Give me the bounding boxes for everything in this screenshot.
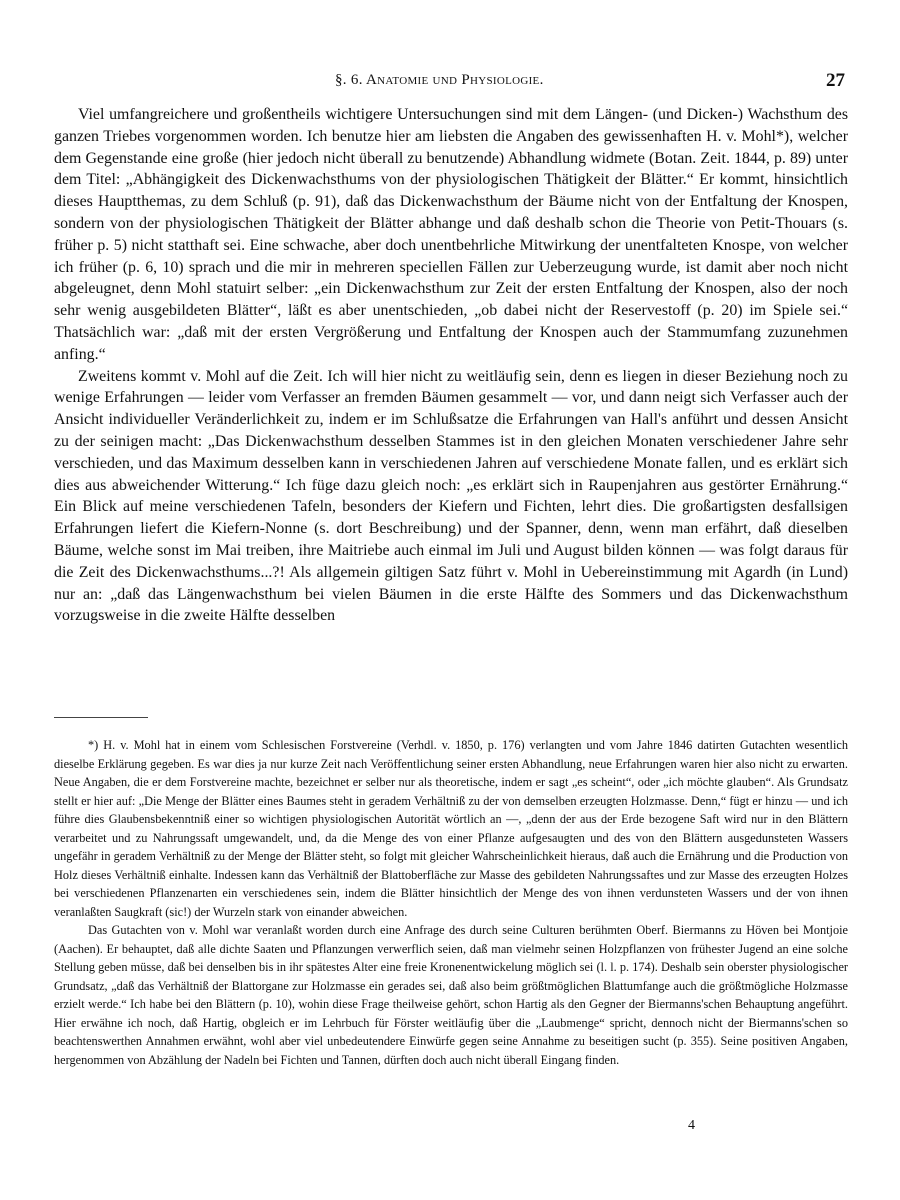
running-head — [0, 72, 900, 94]
paragraph-1: Viel umfangreichere und großentheils wichtigere Untersuchungen sind mit dem Längen- (und Dicken-) Wachsthum des ganzen Triebes vorgenommen worden. Ich benutze hier am liebsten die Angaben des gewissenhaften H. v. Mohl*), welcher dem Gegenstande eine große (hier jedoch nicht überall zu benutzende) Abhandlung widmete (Botan. Zeit. 1844, p. 89) unter dem Titel: „Abhängigkeit des Dickenwachsthums von der physiologischen Thätigkeit der Blätter.“ Er kommt, hinsichtlich dieses Hauptthemas, zu dem Schluß (p. 91), daß das Dickenwachsthum der Bäume nicht von der Entfaltung der Knospen, sondern von der physiologischen Thätigkeit der Blätter abhange und daß deshalb schon die Theorie von Petit-Thouars (s. früher p. 5) nicht statthaft sei. Eine schwache, aber doch unentbehrliche Mitwirkung der unentfalteten Knospe, von welcher ich früher (p. 6, 10) sprach und die mir in mehreren speciellen Fällen zur Ueberzeugung wurde, ist damit aber noch nicht abgeleugnet, denn Mohl statuirt selber: „ein Dickenwachsthum zur Zeit der ersten Entfaltung der Knospen, also der noch sehr wenig ausgebildeten Blätter“, läßt es aber unentschieden, „ob dabei nicht der Reservestoff (p. 20) im Spiele sei.“ Thatsächlich war: „daß mit der ersten Vergrößerung und Entfaltung der Knospen auch der Stammumfang zuzunehmen anfing.“ — [54, 106, 848, 363]
page-number: 27 — [826, 70, 845, 91]
running-head-title: §. 6. Anatomie und Physiologie. — [335, 72, 544, 88]
main-text — [54, 104, 848, 627]
footnotes — [54, 736, 848, 1069]
paragraph-2: Zweitens kommt v. Mohl auf die Zeit. Ich will hier nicht zu weitläufig sein, denn es liegen in dieser Beziehung noch zu wenige Erfahrungen — leider vom Verfasser an fremden Bäumen gesammelt — vor, und dann neigt sich Verfasser auch der Ansicht individueller Veränderlichkeit zu, indem er im Schlußsatze die Erfahrungen van Hall's anführt und dessen Ansicht zu der seinigen macht: „Das Dickenwachsthum desselben Stammes ist in den gleichen Monaten verschiedener Jahre sehr verschieden, und das Maximum desselben kann in verschiedenen Jahren auf verschiedene Monate fallen, und es erklärt sich dies aus abweichender Witterung.“ Ich füge dazu gleich noch: „es erklärt sich in Raupenjahren aus gestörter Ernährung.“ Ein Blick auf meine verschiedenen Tafeln, besonders der Kiefern und Fichten, lehrt dies. Die großartigsten desfallsigen Erfahrungen liefert die Kiefern-Nonne (s. dort Beschreibung) und der Spanner, denn, wenn man erfährt, daß dieselben Bäume, welche sonst im Mai treiben, ihre Maitriebe auch einmal im Juli und August bilden können — was folgt daraus für die Zeit des Dickenwachsthums...?! Als allgemein giltigen Satz führt v. Mohl in Uebereinstimmung mit Agardh (in Lund) nur an: „daß das Längenwachsthum bei vielen Bäumen in die erste Hälfte des Sommers und das Dickenwachsthum vorzugsweise in die zweite Hälfte desselben — [54, 367, 848, 625]
footnote-1: *) H. v. Mohl hat in einem vom Schlesischen Forstvereine (Verhdl. v. 1850, p. 176) verlangten und vom Jahre 1846 datirten Gutachten wesentlich dieselbe Erklärung gegeben. Es war dies ja nur kurze Zeit nach Veröffentlichung seiner ersten Abhandlung, neue Erfahrungen waren hier also nicht zu erwarten. Neue Angaben, die er dem Forstvereine machte, bezeichnet er selber nur als theoretische, indem er sagt „es scheint“, oder „ich möchte glauben“. Als Grundsatz stellt er hier auf: „Die Menge der Blätter eines Baumes steht in geradem Verhältniß zu der von demselben erzeugten Holzmasse. Denn,“ fügt er hinzu — und ich führe dies Glaubensbekenntniß einer so wichtigen physiologischen Autorität wörtlich an —, „denn der aus der Erde bezogene Saft wird nur in den Blättern verarbeitet und zu Nahrungssaft umgewandelt, und, da die Menge des von einer Pflanze aufgesaugten und des von den Blättern ausgedunsteten Wassers ungefähr in geradem Verhältniß zu der Menge der Blätter steht, so folgt mit gleicher Wahrscheinlichkeit hieraus, daß auch die Ernährung und die Production von Holz dieses Verhältniß einhalte. Indessen kann das Verhältniß der Blattoberfläche zur Masse des gebildeten Nahrungssaftes und zur Masse des erzeugten Holzes bei verschiedenen Pflanzenarten ein verschiedenes sein, indem die Blätter hinsichtlich der Menge des von ihnen verdunsteten Wassers und der von ihnen veranlaßten Saugkraft (sic!) der Wurzeln stark von einander abweichen. — [54, 738, 848, 919]
footnote-2: Das Gutachten von v. Mohl war veranlaßt worden durch eine Anfrage des durch seine Culturen berühmten Oberf. Biermanns zu Höven bei Montjoie (Aachen). Er behauptet, daß alle dichte Saaten und Pflanzungen verwerflich seien, daß man vielmehr seinen Holzpflanzen von frühester Jugend an eine solche Stellung geben müsse, daß bei denselben bis in ihr spätestes Alter eine freie Kronenentwickelung möglich sei (l. l. p. 174). Deshalb sein oberster physiologischer Grundsatz, „daß das Verhältniß der Blattorgane zur Holzmasse ein gerades sei, daß also beim größtmöglichen Blattumfange auch die größtmögliche Holzmasse erzielt werde.“ Ich habe bei den Blättern (p. 10), wohin diese Frage theilweise gehört, schon Hartig als den Gegner der Biermanns'schen Behauptung angeführt. Hier erwähne ich noch, daß Hartig, obgleich er im Lehrbuch für Förster weitläufig über die „Laubmenge“ spricht, dennoch nicht der Biermanns'schen so beachtenswerthen Annahmen erwähnt, wohl aber viel unbedeutendere Einwürfe gegen seine Annahme zu beseitigen sucht (p. 355). Seine positiven Angaben, hergenommen von Abzählung der Nadeln bei Fichten und Tannen, dürften doch auch nicht überall Eingang finden. — [54, 923, 848, 1067]
signature-mark: 4 — [688, 1118, 695, 1133]
footnote-divider — [54, 717, 148, 718]
